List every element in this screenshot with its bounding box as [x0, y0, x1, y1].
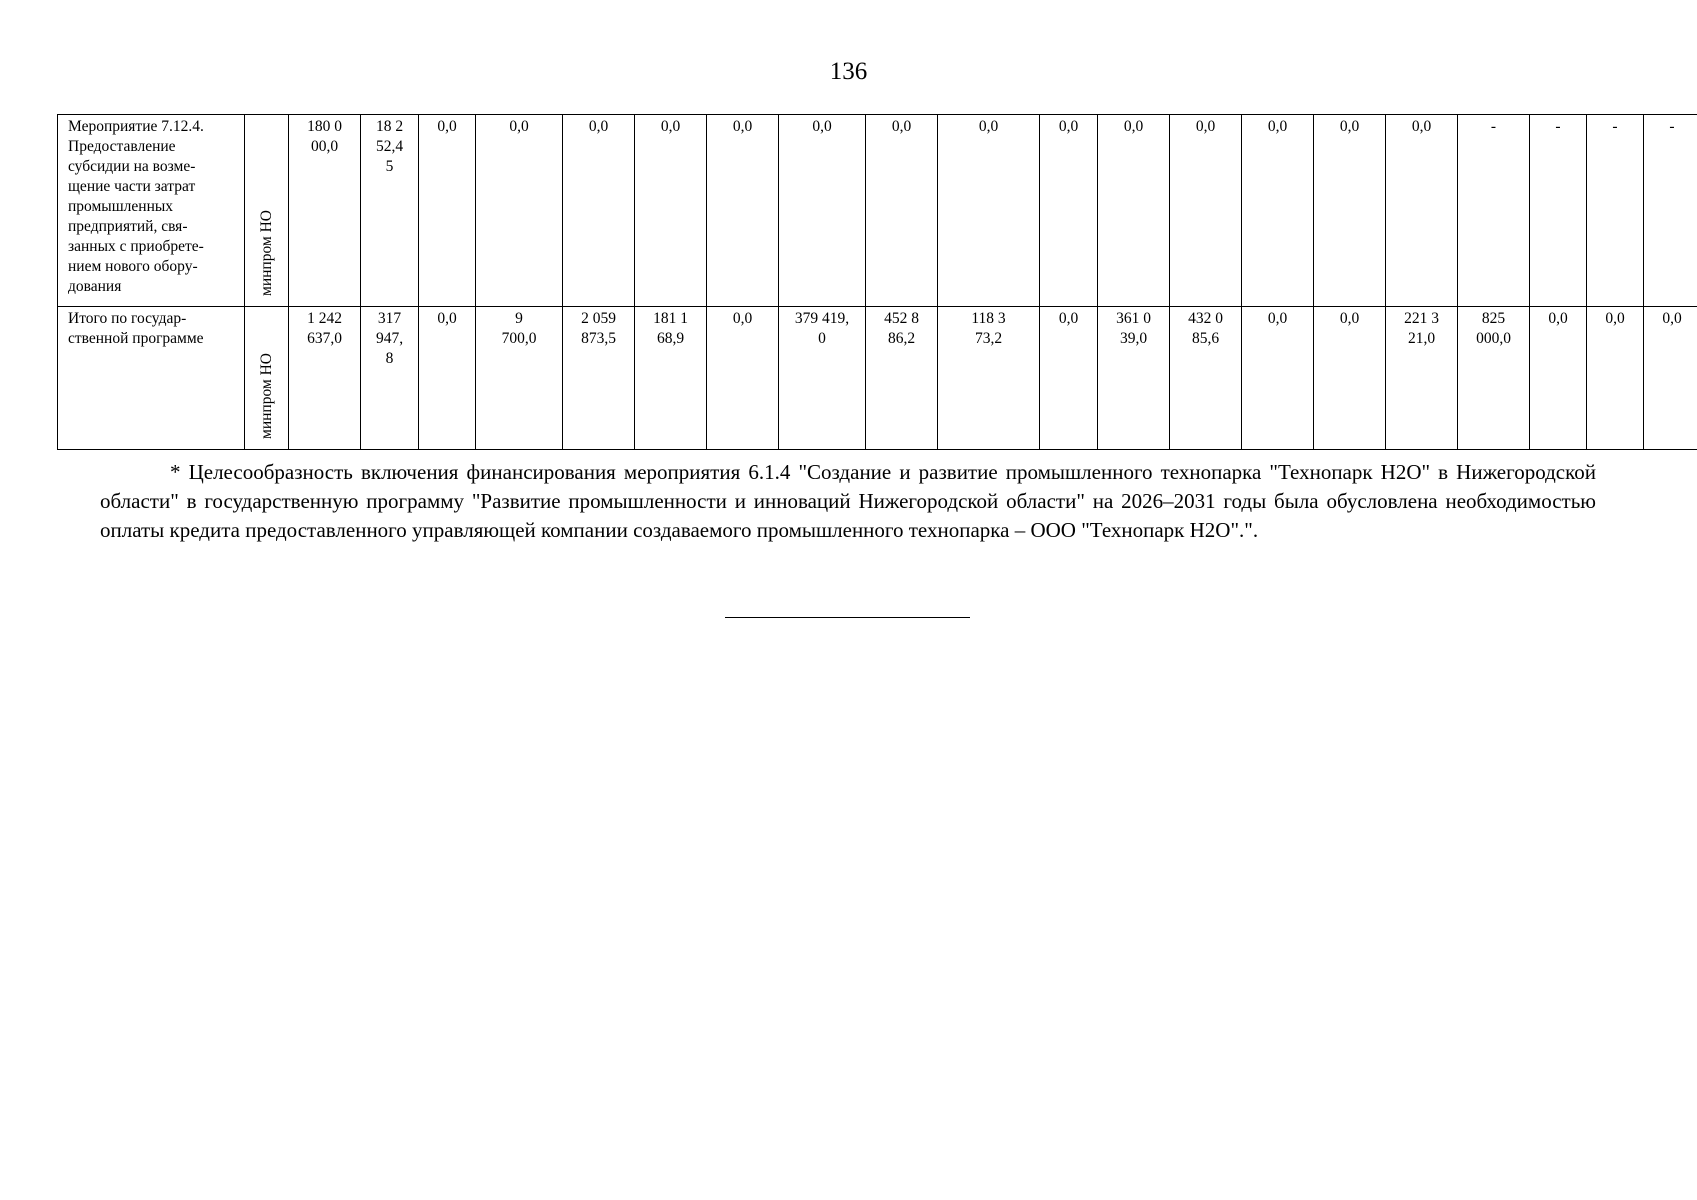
value-line: 0,0: [660, 118, 681, 135]
value-cell: [361, 307, 419, 450]
executor-cell: [245, 115, 289, 307]
value-cell: [1458, 307, 1530, 450]
value-line: 432 0: [1188, 310, 1223, 327]
executor-cell: [245, 307, 289, 450]
value-line: 317: [377, 310, 402, 327]
value-line: 0,0: [1339, 310, 1360, 327]
value-cell: [1386, 307, 1458, 450]
value-cell: [563, 115, 635, 307]
table-row: [58, 307, 1697, 450]
value-cell: [289, 307, 361, 450]
name-line: Итого по государ-: [68, 310, 187, 327]
value-cell: [866, 115, 938, 307]
value-line: 0,0: [732, 310, 753, 327]
measure-name-cell: [58, 115, 245, 307]
value-line: 0,0: [1058, 118, 1079, 135]
value-cell: [866, 307, 938, 450]
value-line: 180 0: [307, 118, 342, 135]
value-cell: [1040, 307, 1098, 450]
value-cell: [1098, 115, 1170, 307]
value-cell: [779, 115, 866, 307]
value-line: 0,0: [891, 118, 912, 135]
value-line: 21,0: [1407, 330, 1436, 347]
name-line: щение части затрат: [68, 178, 196, 195]
name-line: дования: [68, 278, 122, 295]
value-line: 8: [385, 350, 394, 367]
value-cell: [1314, 115, 1386, 307]
value-cell: [1242, 115, 1314, 307]
closing-rule: [725, 617, 970, 618]
value-line: 0,0: [1411, 118, 1432, 135]
value-line: -: [1490, 118, 1497, 135]
executor-label: минпром НО: [257, 210, 275, 296]
value-line: 947,: [375, 330, 404, 347]
value-line: 2 059: [581, 310, 616, 327]
financing-table: [57, 114, 1697, 450]
value-cell: [707, 307, 779, 450]
value-cell: [1587, 115, 1644, 307]
value-line: 825: [1481, 310, 1506, 327]
value-cell: [635, 307, 707, 450]
value-line: 18 2: [375, 118, 404, 135]
value-line: 637,0: [307, 330, 342, 347]
table-row: [58, 115, 1697, 307]
value-cell: [476, 307, 563, 450]
value-line: 1 242: [307, 310, 342, 327]
value-line: 181 1: [653, 310, 688, 327]
name-line: занных с приобрете-: [68, 238, 204, 255]
value-cell: [563, 307, 635, 450]
value-line: 0,0: [1123, 118, 1144, 135]
name-line: Предоставление: [68, 138, 176, 155]
name-line: субсидии на возме-: [68, 158, 196, 175]
value-line: 0,0: [1267, 310, 1288, 327]
value-line: 873,5: [581, 330, 616, 347]
value-cell: [1242, 307, 1314, 450]
value-cell: [1386, 115, 1458, 307]
value-line: 0,0: [1267, 118, 1288, 135]
value-line: 0,0: [732, 118, 753, 135]
value-line: 452 8: [884, 310, 919, 327]
page-number: 136: [829, 58, 868, 85]
value-cell: [1314, 307, 1386, 450]
total-name-cell: [58, 307, 245, 450]
value-cell: [1098, 307, 1170, 450]
value-line: 361 0: [1116, 310, 1151, 327]
value-line: -: [1555, 118, 1561, 135]
value-cell: [419, 307, 476, 450]
value-line: 0,0: [588, 118, 609, 135]
value-line: -: [1612, 118, 1618, 135]
value-line: 0,0: [1058, 310, 1079, 327]
footnote-text: * Целесообразность включения финансирования мероприятия 6.1.4 "Создание и развитие промышленного технопарка "Технопарк H2O" в Нижегородской области" в государственную программу "Развитие промышленности и инноваций Нижегородской области" на 2026–2031 годы была обусловлена необходимостью оплаты кредита предоставленного управляющей компании создаваемого промышленного технопарка – ООО "Технопарк H2O".".: [100, 460, 1596, 542]
value-line: 379 419,: [794, 310, 850, 327]
value-line: 0: [818, 330, 826, 347]
value-cell: [779, 307, 866, 450]
value-line: 221 3: [1404, 310, 1439, 327]
value-cell: [1530, 115, 1587, 307]
name-line: промышленных: [68, 198, 174, 215]
value-cell: [289, 115, 361, 307]
value-line: 0,0: [812, 118, 832, 135]
value-line: 73,2: [974, 330, 1003, 347]
value-line: 39,0: [1119, 330, 1148, 347]
value-line: 9: [515, 310, 523, 327]
value-cell: [1170, 115, 1242, 307]
value-line: -: [1669, 118, 1675, 135]
value-line: 0,0: [1548, 310, 1568, 327]
value-cell: [476, 115, 563, 307]
value-cell: [1644, 307, 1697, 450]
value-cell: [1530, 307, 1587, 450]
value-cell: [1170, 307, 1242, 450]
name-line: ственной программе: [68, 330, 204, 347]
value-line: 000,0: [1476, 330, 1511, 347]
value-line: 0,0: [509, 118, 529, 135]
footnote: [100, 458, 1596, 545]
value-cell: [419, 115, 476, 307]
value-line: 68,9: [656, 330, 685, 347]
value-cell: [707, 115, 779, 307]
value-line: 86,2: [887, 330, 916, 347]
value-line: 0,0: [1605, 310, 1625, 327]
value-line: 00,0: [310, 138, 339, 155]
name-line: нием нового обору-: [68, 258, 198, 275]
value-cell: [938, 115, 1040, 307]
value-cell: [361, 115, 419, 307]
value-line: 0,0: [1195, 118, 1216, 135]
value-line: 0,0: [978, 118, 999, 135]
value-cell: [635, 115, 707, 307]
value-line: 0,0: [1339, 118, 1360, 135]
value-line: 700,0: [501, 330, 537, 347]
value-cell: [1040, 115, 1098, 307]
value-cell: [1458, 115, 1530, 307]
value-line: 118 3: [971, 310, 1006, 327]
value-line: 0,0: [437, 310, 457, 327]
name-line: Мероприятие 7.12.4.: [68, 118, 204, 135]
value-line: 0,0: [1662, 310, 1682, 327]
value-line: 0,0: [437, 118, 457, 135]
value-line: 52,4: [375, 138, 404, 155]
value-line: 85,6: [1191, 330, 1220, 347]
value-line: 5: [385, 158, 394, 175]
value-cell: [1644, 115, 1697, 307]
name-line: предприятий, свя-: [68, 218, 188, 235]
value-cell: [1587, 307, 1644, 450]
executor-label: минпром НО: [257, 353, 275, 439]
value-cell: [938, 307, 1040, 450]
